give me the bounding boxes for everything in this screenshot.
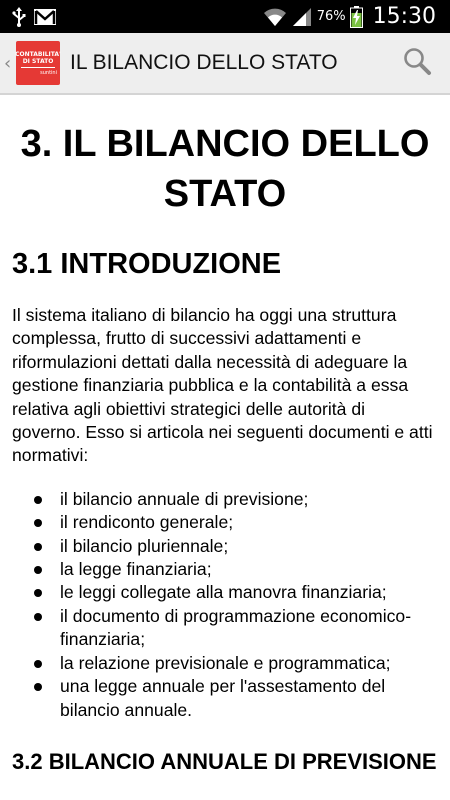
article-content[interactable]: [0, 97, 450, 800]
list-item-text: il documento di programmazione economico-finanziaria;: [60, 605, 412, 650]
bullet-icon: [34, 566, 42, 574]
wifi-icon: [263, 7, 287, 27]
action-bar-title: IL BILANCIO DELLO STATO: [70, 51, 338, 74]
list-item-text: il bilancio pluriennale;: [60, 535, 229, 556]
bullet-icon: [34, 589, 42, 597]
gmail-icon: [34, 9, 56, 25]
list-item-text: le leggi collegate alla manovra finanziaria;: [60, 582, 387, 603]
chevron-left-icon: ‹: [4, 52, 12, 74]
battery-percent: 76%: [316, 9, 346, 24]
chapter-title: 3. IL BILANCIO DELLO STATO: [20, 123, 430, 215]
list-item-text: il bilancio annuale di previsione;: [60, 488, 309, 509]
list-item-text: la legge finanziaria;: [60, 559, 212, 580]
bullet-icon: [34, 519, 42, 527]
search-button[interactable]: [402, 46, 432, 80]
up-navigation-button[interactable]: [0, 33, 60, 93]
list-item: [34, 652, 438, 675]
logo-line-2: DI STATO: [22, 57, 54, 65]
list-item: [34, 511, 438, 534]
list-item: [34, 581, 438, 604]
list-item-text: il rendiconto generale;: [60, 512, 234, 533]
intro-paragraph: Il sistema italiano di bilancio ha oggi una struttura complessa, frutto di successivi adattamenti e riformulazioni dettati dalla necessità di adeguare la gestione finanziaria pubblica e la contabilità a essa relativa agli obiettivi strategici delle autorità di governo. Esso si articola nei seguenti documenti e atti normativi:: [12, 305, 433, 466]
battery-icon: [350, 6, 363, 28]
clock: 15:30: [372, 4, 436, 29]
list-item: [34, 488, 438, 511]
list-item: [34, 605, 438, 652]
signal-icon: [291, 7, 313, 27]
logo-author: suntini: [40, 69, 57, 76]
bullet-icon: [34, 496, 42, 504]
action-bar: [0, 33, 450, 95]
list-item-text: la relazione previsionale e programmatica;: [60, 652, 391, 673]
list-item-text: una legge annuale per l'assestamento del bilancio annuale.: [60, 676, 386, 720]
list-item: [34, 558, 438, 581]
section-heading-bilancio-annuale: 3.2 BILANCIO ANNUALE DI PREVISIONE: [12, 748, 437, 774]
documents-list: [12, 488, 438, 722]
usb-icon: [12, 7, 26, 27]
bullet-icon: [34, 543, 42, 551]
app-logo: [16, 41, 60, 85]
bullet-icon: [34, 683, 42, 691]
logo-divider: [21, 67, 55, 68]
list-item: [34, 675, 438, 722]
list-item: [34, 535, 438, 558]
section-heading-introduzione: 3.1 INTRODUZIONE: [12, 248, 282, 280]
search-icon: [402, 46, 432, 80]
bullet-icon: [34, 660, 42, 668]
status-bar: [0, 0, 450, 33]
bullet-icon: [34, 613, 42, 621]
logo-line-1: CONTABILITA': [15, 50, 61, 58]
